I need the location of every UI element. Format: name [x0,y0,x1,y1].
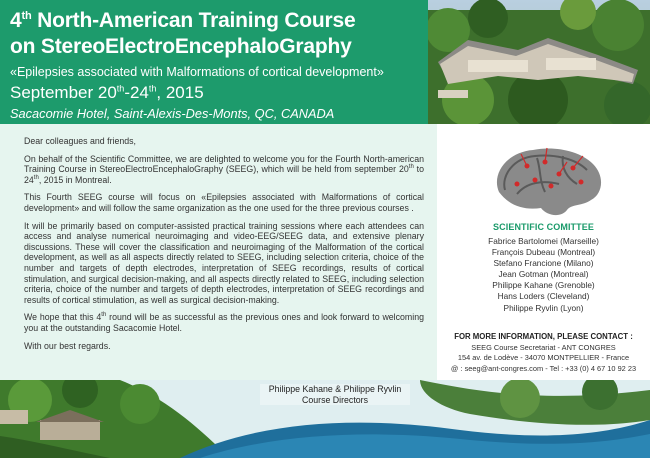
signature-names: Philippe Kahane & Philippe Ryvlin [268,384,402,394]
letter-body [24,136,424,358]
header-banner [0,0,428,124]
committee-member: Hans Loders (Cleveland) [497,291,590,302]
contact-org: SEEG Course Secretariat - ANT CONGRES [471,343,616,352]
course-dates: September 20th-24th, 2015 [10,83,204,102]
contact-info [437,343,650,374]
course-venue: Sacacomie Hotel, Saint-Alexis-Des-Monts, QC, CANADA [10,106,335,121]
committee-list [437,236,650,314]
side-panel [437,124,650,380]
course-subtitle: «Epilepsies associated with Malformations of cortical development» [10,65,384,79]
signature-block [260,384,410,405]
committee-member: Fabrice Bartolomei (Marseille) [488,236,599,246]
welcome-letter [0,124,437,380]
contact-title: FOR MORE INFORMATION, PLEASE CONTACT : [454,332,633,341]
course-title-line-2: on StereoElectroEncephaloGraphy [10,35,352,58]
letter-greeting: Dear colleagues and friends, [24,136,136,146]
letter-paragraph-4: We hope that this 4th round will be as successful as the previous ones and look forward to welcoming you at the outstanding Sacacomie Hotel. [24,312,424,333]
committee-title: SCIENTIFIC COMITTEE [493,222,594,232]
letter-paragraph-2: This Fourth SEEG course will focus on «Epilepsies associated with Malformations of cortical development» and will follow the same organization as the one used for the three previous courses . [24,192,424,213]
course-title-line-1: 4th North-American Training Course [10,9,356,32]
contact-email-phone[interactable]: @ : seeg@ant-congres.com - Tel : +33 (0) 4 67 10 92 23 [450,363,637,373]
letter-paragraph-1: On behalf of the Scientific Committee, we are delighted to welcome you for the Fourth North-american Training Course in StereoElectroEncephaloGraphy (SEEG), which will be held from september 20th to 24th, 2015 in Montreal. [24,153,425,185]
committee-member: Stefano Francione (Milano) [493,258,594,269]
brain-illustration [487,144,607,224]
letter-closing: With our best regards. [24,340,111,351]
committee-member: Philippe Ryvlin (Lyon) [503,302,584,313]
signature-role: Course Directors [302,394,368,405]
letter-paragraph-3: It will be primarily based on computer-assisted practical training sessions where each attendees can access and analyse numerical neuroimaging and video-EEG/SEEG data, and extensive plenary discussions. These will cover the classification and neuroimaging of the Malformation of the cortical development, as well as all aspects directly related to SEEG, including selection criteria, choice of the number and targets of depth electrodes, interpretation of SEEG recordings, results of cortical stimulation, and surgical decision-making, and all aspects directly related to SEEG, including selection criteria, choice of the number and targets of depth electrodes, interpretation of SEEG recordings and results of cortical stimulation, as well as surgical decision-making. [24,220,424,305]
committee-member: Philippe Kahane (Grenoble) [492,280,595,291]
hotel-photo [428,0,650,124]
contact-address: 154 av. de Lodève - 34070 MONTPELLIER - France [457,353,630,363]
committee-member: Jean Gotman (Montreal) [498,269,589,280]
committee-member: François Dubeau (Montreal) [491,247,596,258]
